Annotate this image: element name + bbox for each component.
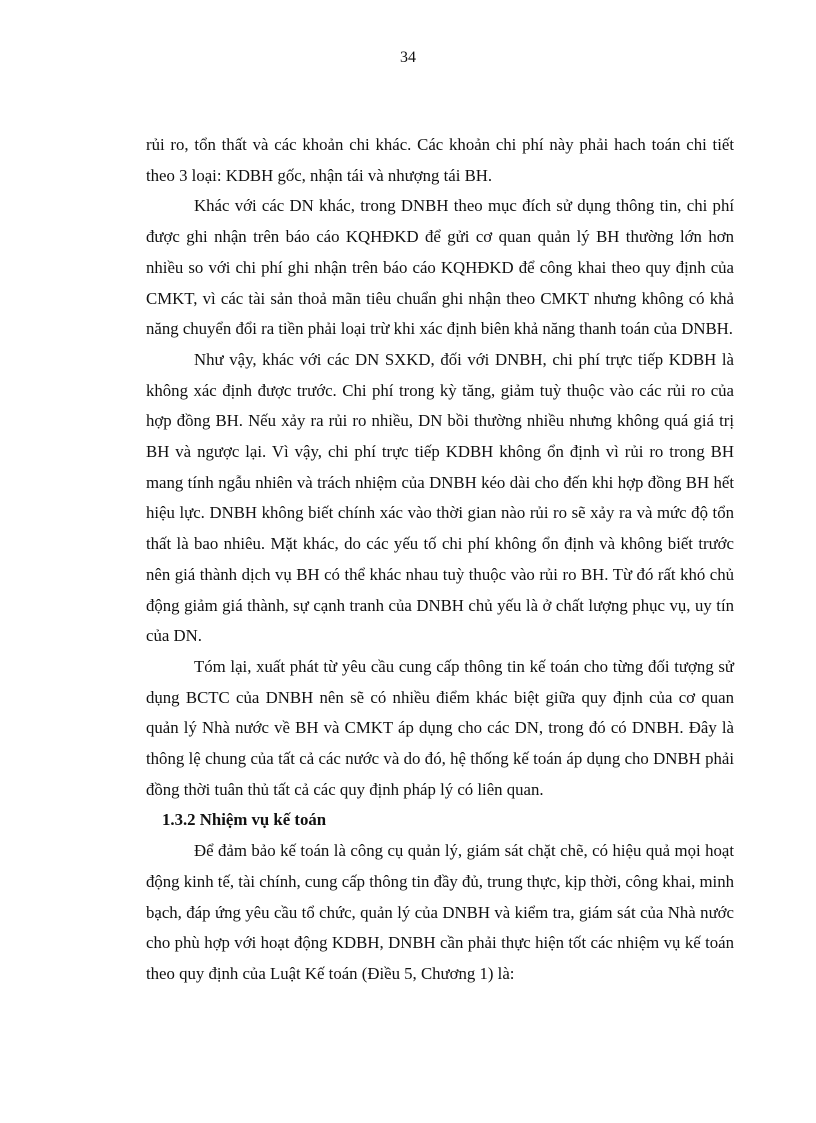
paragraph-continuation: rủi ro, tổn thất và các khoản chi khác. Các khoản chi phí này phải hach toán chi tiết theo 3 loại: KDBH gốc, nhận tái và nhượng tái BH. [146, 135, 734, 185]
paragraph-cost-recognition: Khác với các DN khác, trong DNBH theo mục đích sử dụng thông tin, chi phí được ghi nhận trên báo cáo KQHĐKD để gửi cơ quan quản lý BH thường lớn hơn nhiều so với chi phí ghi nhận trên báo cáo KQHĐKD để công khai theo quy định của CMKT, vì các tài sản thoả mãn tiêu chuẩn ghi nhận theo CMKT nhưng không có khả năng chuyển đổi ra tiền phải loại trừ khi xác định biên khả năng thanh toán của DNBH. [146, 196, 734, 339]
section-heading: 1.3.2 Nhiệm vụ kế toán [162, 810, 327, 830]
page-number: 34 [400, 49, 416, 66]
paragraph-summary: Tóm lại, xuất phát từ yêu cầu cung cấp thông tin kế toán cho từng đối tượng sử dụng BCTC của DNBH nên sẽ có nhiều điểm khác biệt giữa quy định của cơ quan quản lý Nhà nước về BH và CMKT áp dụng cho các DN, trong đó có DNBH. Đây là thông lệ chung của tất cả các nước và do đó, hệ thống kế toán áp dụng cho DNBH phải đồng thời tuân thủ tất cả các quy định pháp lý có liên quan. [146, 656, 734, 799]
paragraph-direct-costs: Như vậy, khác với các DN SXKD, đối với DNBH, chi phí trực tiếp KDBH là không xác định được trước. Chi phí trong kỳ tăng, giảm tuỳ thuộc vào các rủi ro của hợp đồng BH. Nếu xảy ra rủi ro nhiều, DN bồi thường nhiều nhưng không quá giá trị BH và ngược lại. Vì vậy, chi phí trực tiếp KDBH không ổn định vì rủi ro trong BH mang tính ngẫu nhiên và trách nhiệm của DNBH kéo dài cho đến khi hợp đồng BH hết hiệu lực. DNBH không biết chính xác vào thời gian nào rủi ro sẽ xảy ra và mức độ tổn thất là bao nhiêu. Mặt khác, do các yếu tố chi phí không ổn định và không biết trước nên giá thành dịch vụ BH có thể khác nhau tuỳ thuộc vào rủi ro BH. Từ đó rất khó chủ động giảm giá thành, sự cạnh tranh của DNBH chủ yếu là ở chất lượng phục vụ, uy tín của DN. [146, 349, 734, 646]
paragraph-accounting-duties: Để đảm bảo kế toán là công cụ quản lý, giám sát chặt chẽ, có hiệu quả mọi hoạt động kinh tế, tài chính, cung cấp thông tin đầy đủ, trung thực, kịp thời, công khai, minh bạch, đáp ứng yêu cầu tổ chức, quản lý của DNBH và kiểm tra, giám sát của Nhà nước cho phù hợp với hoạt động KDBH, DNBH cần phải thực hiện tốt các nhiệm vụ kế toán theo quy định của Luật Kế toán (Điều 5, Chương 1) là: [146, 841, 734, 983]
document-body [146, 130, 734, 990]
